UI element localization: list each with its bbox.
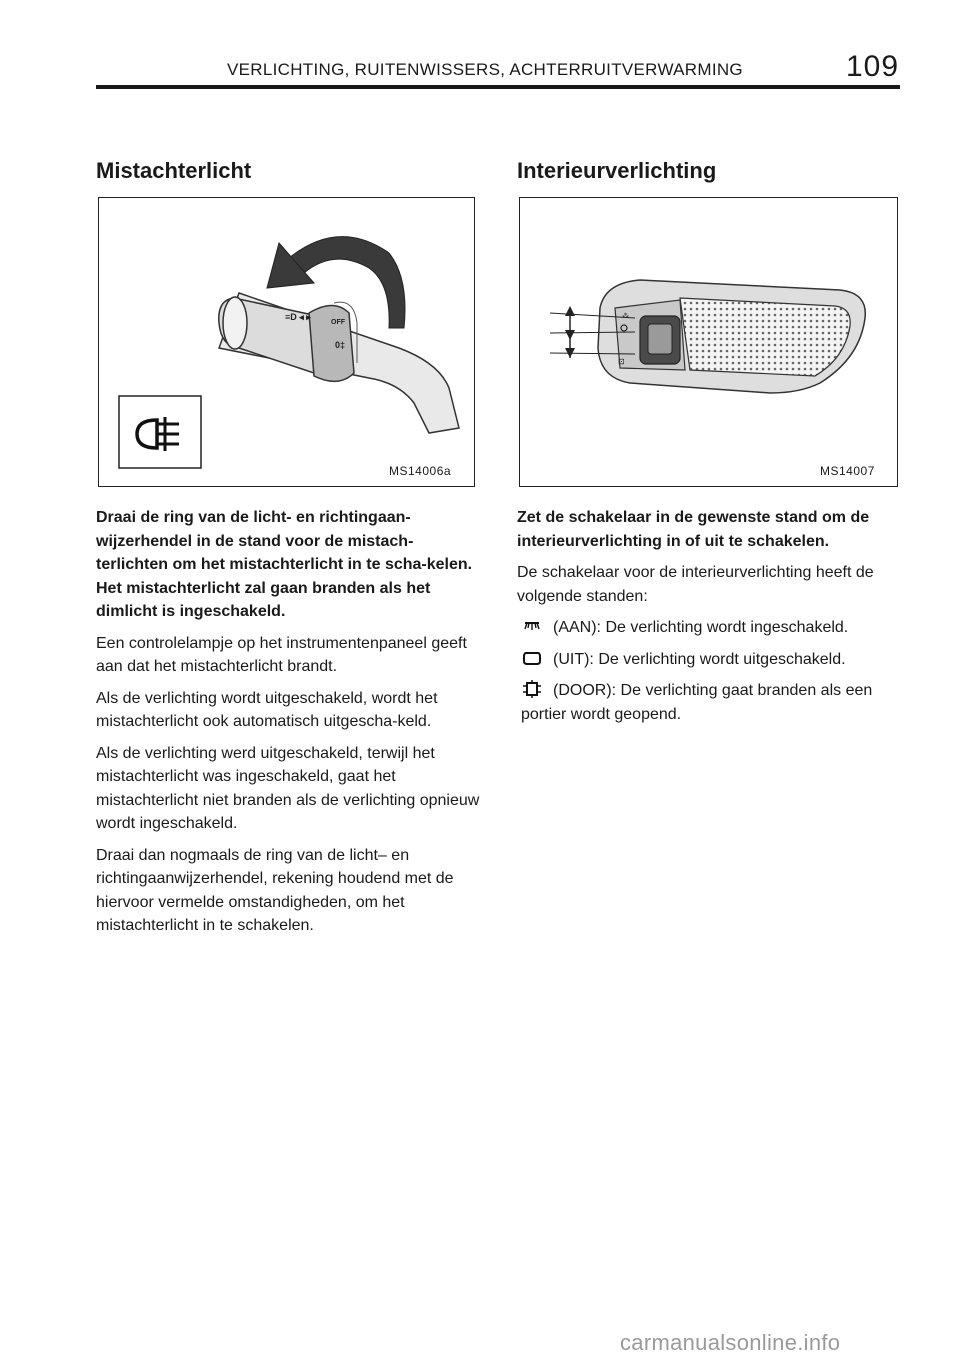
lamp-on-icon xyxy=(521,617,543,635)
watermark: carmanualsonline.info xyxy=(620,1330,841,1355)
lamp-off-icon xyxy=(521,649,543,667)
running-header: VERLICHTING, RUITENWISSERS, ACHTERRUITVERWARMING xyxy=(227,60,743,79)
interior-light-illustration xyxy=(520,198,898,487)
svg-text:0‡: 0‡ xyxy=(335,340,346,350)
paragraph: Als de verlichting werd uitgeschakeld, terwijl het mistachterlicht was ingeschakeld, gaat het mistachterlicht niet branden als de verlichting opnieuw wordt ingeschakeld. xyxy=(96,744,480,832)
paragraph: Draai dan nogmaals de ring van de licht– en richtingaanwijzerhendel, rekening houdend met de hiervoor vermelde omstandigheden, om het mistachterlicht in te schakelen. xyxy=(96,846,454,934)
svg-text:≡D ◂ ▸: ≡D ◂ ▸ xyxy=(285,312,311,322)
off-label: OFF xyxy=(331,319,345,326)
figure-fog-light-switch xyxy=(98,197,475,487)
figure-code: MS14007 xyxy=(820,464,875,478)
position-off: (UIT): De verlichting wordt uitgeschakeld. xyxy=(517,648,907,672)
section-title-fog-light: Mistachterlicht xyxy=(96,158,252,183)
figure-interior-light xyxy=(519,197,898,487)
paragraph-instruction: Draai de ring van de licht- en richtingaan-wijzerhendel in de stand voor de mistach-terlichten om het mistachterlicht in te scha-kelen. Het mistachterlicht zal gaan branden als het dimlicht is ingeschakeld. xyxy=(96,509,473,620)
position-door: (DOOR): De verlichting gaat branden als een portier wordt geopend. xyxy=(521,682,873,723)
right-column-text xyxy=(517,506,907,734)
paragraph: Een controlelampje op het instrumentenpaneel geeft aan dat het mistachterlicht brandt. xyxy=(96,634,467,675)
svg-text:⊡: ⊡ xyxy=(618,357,625,366)
left-column-text xyxy=(96,506,480,946)
header-rule xyxy=(96,85,900,89)
section-title-interior-light: Interieurverlichting xyxy=(517,158,717,183)
fog-light-switch-illustration xyxy=(99,198,475,487)
paragraph: De schakelaar voor de interieurverlichting heeft de volgende standen: xyxy=(517,564,874,605)
figure-code: MS14006a xyxy=(389,464,452,478)
position-on: (AAN): De verlichting wordt ingeschakeld. xyxy=(517,616,907,640)
door-icon xyxy=(521,680,543,698)
paragraph: Als de verlichting wordt uitgeschakeld, wordt het mistachterlicht ook automatisch uitgescha-keld. xyxy=(96,689,438,730)
page-number: 109 xyxy=(846,50,900,83)
svg-text:⁂: ⁂ xyxy=(622,313,629,320)
paragraph-instruction: Zet de schakelaar in de gewenste stand om de interieurverlichting in of uit te schakelen. xyxy=(517,509,870,550)
